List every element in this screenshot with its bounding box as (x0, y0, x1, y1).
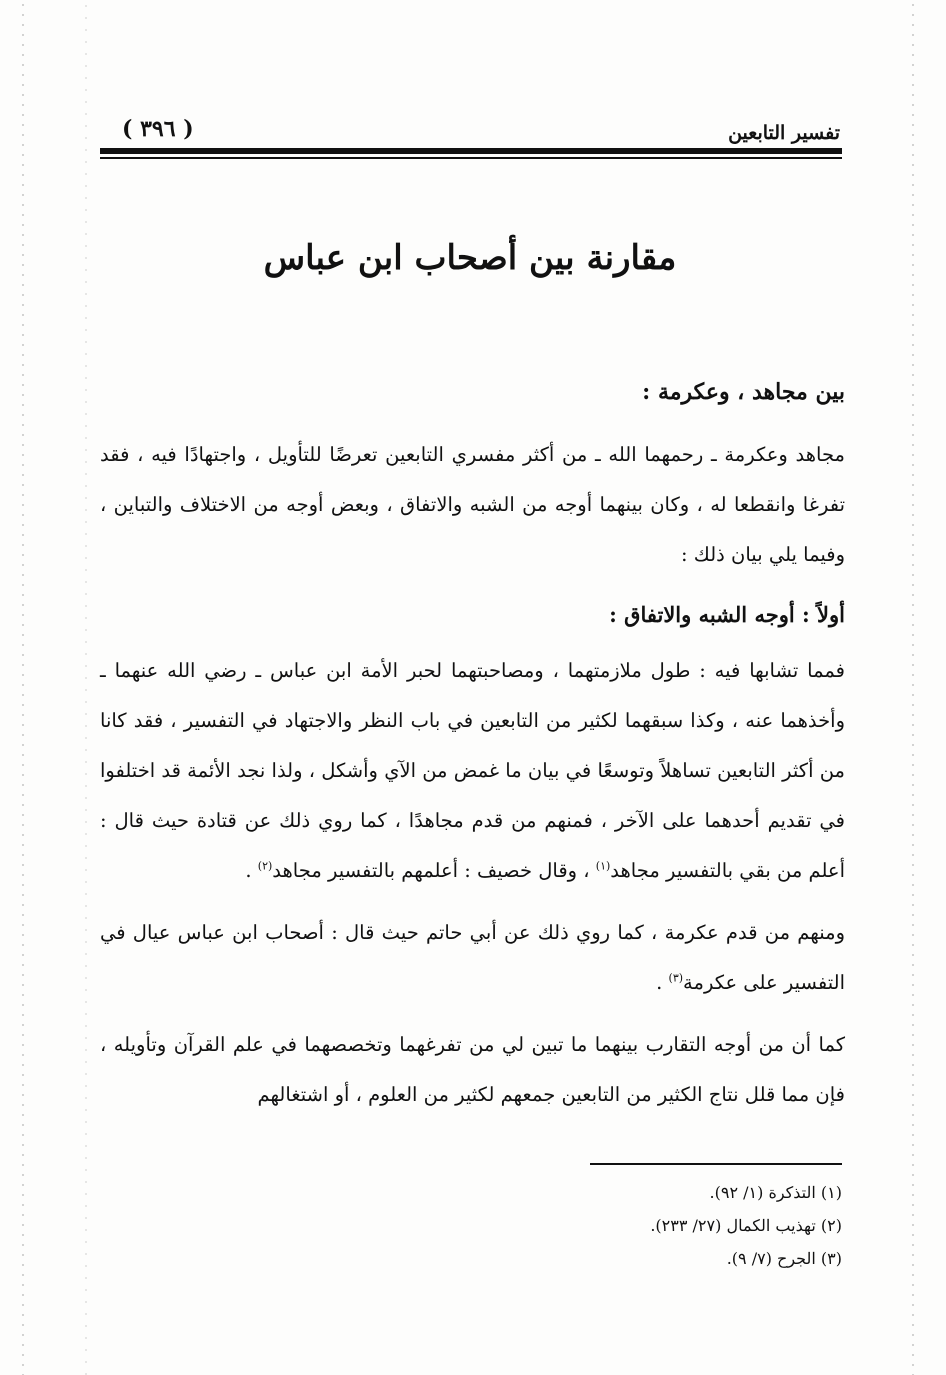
section-heading: بين مجاهد ، وعكرمة : (642, 379, 845, 405)
footnotes (100, 1176, 842, 1275)
page-number: ( ٣٩٦ ) (122, 116, 194, 142)
paragraph-similarities-text-c: . (245, 859, 258, 882)
subheading-similarities: أولاً : أوجه الشبه والاتفاق : (609, 602, 845, 627)
paragraph-intro: مجاهد وعكرمة ـ رحمهما الله ـ من أكثر مفسري التابعين تعرضًا للتأويل ، واجتهادًا فيه ، فقد تفرغا وانقطعا له ، وكان بينهما أوجه من الشبه والاتفاق ، وبعض أوجه من الاختلاف والتباين ، وفيما يلي بيان ذلك : (100, 443, 845, 566)
footnote-ref-2[interactable]: (٢) (257, 859, 273, 873)
header-rule-thin (100, 157, 842, 159)
scan-dot-column-right (912, 0, 914, 1375)
header-rule-thick (100, 148, 842, 154)
footnote-ref-1[interactable]: (١) (595, 859, 611, 873)
paragraph-ikrima (100, 908, 845, 1008)
scan-dot-column-left (22, 0, 24, 1375)
scan-dot-column-inner (85, 0, 87, 1375)
footnote-separator (590, 1163, 842, 1165)
chapter-title: مقارنة بين أصحاب ابن عباس (263, 238, 677, 278)
paragraph-specialization: كما أن من أوجه التقارب بينهما ما تبين لي من تفرغهما وتخصصهما في علم القرآن وتأويله ، فإن مما قلل نتاج الكثير من التابعين جمعهم لكثير من العلوم ، أو اشتغالهم (100, 1033, 845, 1106)
footnote-3: (٣) الجرح (٧/ ٩). (726, 1249, 842, 1268)
footnote-2: (٢) تهذيب الكمال (٢٧/ ٢٣٣). (650, 1216, 842, 1235)
paragraph-ikrima-text-b: . (656, 971, 669, 994)
running-title: تفسير التابعين (728, 122, 840, 144)
paragraph-similarities (100, 646, 845, 896)
footnote-ref-3[interactable]: (٣) (668, 971, 684, 985)
paragraph-similarities-text-b: ، وقال خصيف : أعلمهم بالتفسير مجاهد (272, 859, 596, 882)
paragraph-similarities-text: فمما تشابها فيه : طول ملازمتهما ، ومصاحبتهما لحبر الأمة ابن عباس ـ رضي الله عنهما ـ وأخذهما عنه ، وكذا سبقهما لكثير من التابعين في باب النظر والاجتهاد في التفسير ، فقد كانا من أكثر التابعين تساهلاً وتوسعًا في بيان ما غمض من الآي وأشكل ، ولذا نجد الأئمة قد اختلفوا في تقديم أحدهما على الآخر ، فمنهم من قدم مجاهدًا ، كما روي ذلك عن قتادة حيث قال : أعلم من بقي بالتفسير مجاهد (100, 659, 845, 882)
page-body (100, 372, 845, 1132)
page-header (100, 108, 840, 148)
footnote-1: (١) التذكرة (١/ ٩٢). (709, 1183, 842, 1202)
paragraph-ikrima-text: ومنهم من قدم عكرمة ، كما روي ذلك عن أبي حاتم حيث قال : أصحاب ابن عباس عيال في التفسير على عكرمة (100, 921, 845, 994)
